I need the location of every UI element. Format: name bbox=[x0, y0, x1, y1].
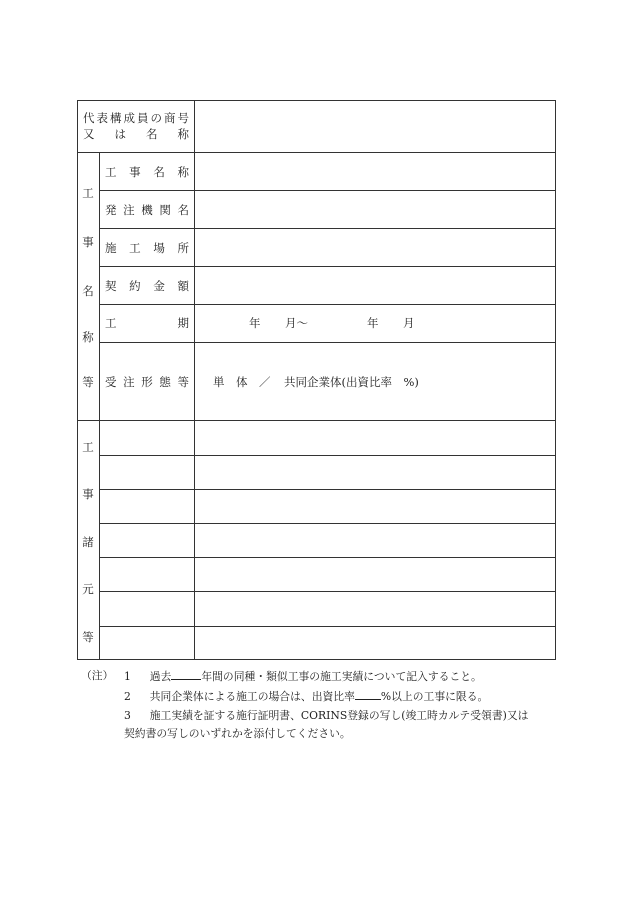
spec-group-char: 工 bbox=[82, 440, 94, 454]
work-group-bottom-line bbox=[77, 420, 556, 421]
note-3-line2: 契約書の写しのいずれかを添付してください。 bbox=[124, 727, 351, 740]
period-month-end: 月 bbox=[403, 316, 415, 330]
label-construction-period: 工 期 bbox=[105, 316, 189, 330]
spec-group-char: 諸 bbox=[82, 535, 94, 549]
note-1-number: 1 bbox=[124, 670, 131, 683]
value-column-divider bbox=[194, 100, 195, 660]
note-1-before: 過去 bbox=[149, 670, 172, 683]
work-row-line bbox=[99, 304, 556, 305]
label-contract-amount: 契 約 金 額 bbox=[105, 279, 189, 293]
label-client-agency: 発 注 機 関 名 bbox=[105, 203, 189, 217]
note-2-before: 共同企業体による施工の場合は、出資比率 bbox=[149, 690, 355, 703]
period-year-start: 年 bbox=[249, 316, 261, 330]
note-2 bbox=[124, 689, 488, 704]
spec-row-line bbox=[99, 626, 556, 627]
spec-label-cell[interactable] bbox=[101, 457, 193, 488]
representative-label-line2: 又 は 名 称 bbox=[83, 127, 189, 141]
spec-row-line bbox=[99, 489, 556, 490]
spec-row-line bbox=[99, 591, 556, 592]
work-group-char: 名 bbox=[82, 284, 94, 298]
order-form-jv: 共同企業体(出資比率 %) bbox=[284, 375, 419, 389]
spec-group-divider bbox=[99, 420, 100, 660]
spec-label-cell[interactable] bbox=[101, 525, 193, 556]
spec-value-cell[interactable] bbox=[196, 457, 554, 488]
label-order-form: 受 注 形 態 等 bbox=[105, 375, 189, 389]
spec-value-cell[interactable] bbox=[196, 422, 554, 454]
note-2-number: 2 bbox=[124, 690, 131, 703]
spec-row-line bbox=[99, 557, 556, 558]
client-agency-field[interactable] bbox=[196, 192, 554, 227]
spec-label-cell[interactable] bbox=[101, 628, 193, 659]
period-month-start: 月～ bbox=[285, 316, 308, 330]
work-row-line bbox=[99, 266, 556, 267]
spec-label-cell[interactable] bbox=[101, 491, 193, 522]
note-1 bbox=[124, 669, 482, 684]
work-row-line bbox=[99, 228, 556, 229]
spec-value-cell[interactable] bbox=[196, 559, 554, 590]
work-group-char: 工 bbox=[82, 186, 94, 200]
spec-value-cell[interactable] bbox=[196, 593, 554, 625]
header-bottom-line bbox=[77, 152, 556, 153]
spec-group-char: 等 bbox=[82, 630, 94, 644]
period-year-end: 年 bbox=[367, 316, 379, 330]
spec-label-cell[interactable] bbox=[101, 422, 193, 454]
spec-value-cell[interactable] bbox=[196, 525, 554, 556]
work-row-line bbox=[99, 190, 556, 191]
work-row-line bbox=[99, 342, 556, 343]
note-1-blank bbox=[171, 669, 201, 680]
spec-row-line bbox=[99, 455, 556, 456]
note-2-after: %以上の工事に限る。 bbox=[380, 690, 489, 703]
label-construction-site: 施 工 場 所 bbox=[105, 241, 189, 255]
spec-value-cell[interactable] bbox=[196, 628, 554, 659]
note-3 bbox=[124, 709, 528, 723]
spec-label-cell[interactable] bbox=[101, 559, 193, 590]
note-3-number: 3 bbox=[124, 709, 131, 722]
note-3-line1: 施工実績を証する施行証明書、CORINS登録の写し(竣工時カルテ受領書)又は bbox=[149, 709, 529, 722]
work-group-char: 事 bbox=[82, 235, 94, 249]
spec-group-char: 元 bbox=[82, 582, 94, 596]
construction-site-field[interactable] bbox=[196, 230, 554, 265]
representative-label-line1: 代 表 構 成 員 の 商 号 bbox=[83, 111, 189, 125]
note-1-after: 年間の同種・類似工事の施工実績について記入すること。 bbox=[201, 670, 482, 683]
representative-value-field[interactable] bbox=[196, 102, 554, 150]
spec-group-char: 事 bbox=[82, 487, 94, 501]
work-group-divider bbox=[99, 152, 100, 420]
order-form-slash: ／ bbox=[259, 375, 271, 389]
label-work-name: 工 事 名 称 bbox=[105, 165, 189, 179]
spec-label-cell[interactable] bbox=[101, 593, 193, 625]
contract-amount-field[interactable] bbox=[196, 268, 554, 303]
work-group-char: 称 bbox=[82, 330, 94, 344]
work-group-char: 等 bbox=[82, 375, 94, 389]
work-name-field[interactable] bbox=[196, 154, 554, 189]
spec-value-cell[interactable] bbox=[196, 491, 554, 522]
note-2-blank bbox=[355, 689, 381, 700]
notes-prefix: （注） bbox=[81, 669, 114, 682]
spec-row-line bbox=[99, 523, 556, 524]
order-form-single: 単 体 bbox=[213, 375, 248, 389]
